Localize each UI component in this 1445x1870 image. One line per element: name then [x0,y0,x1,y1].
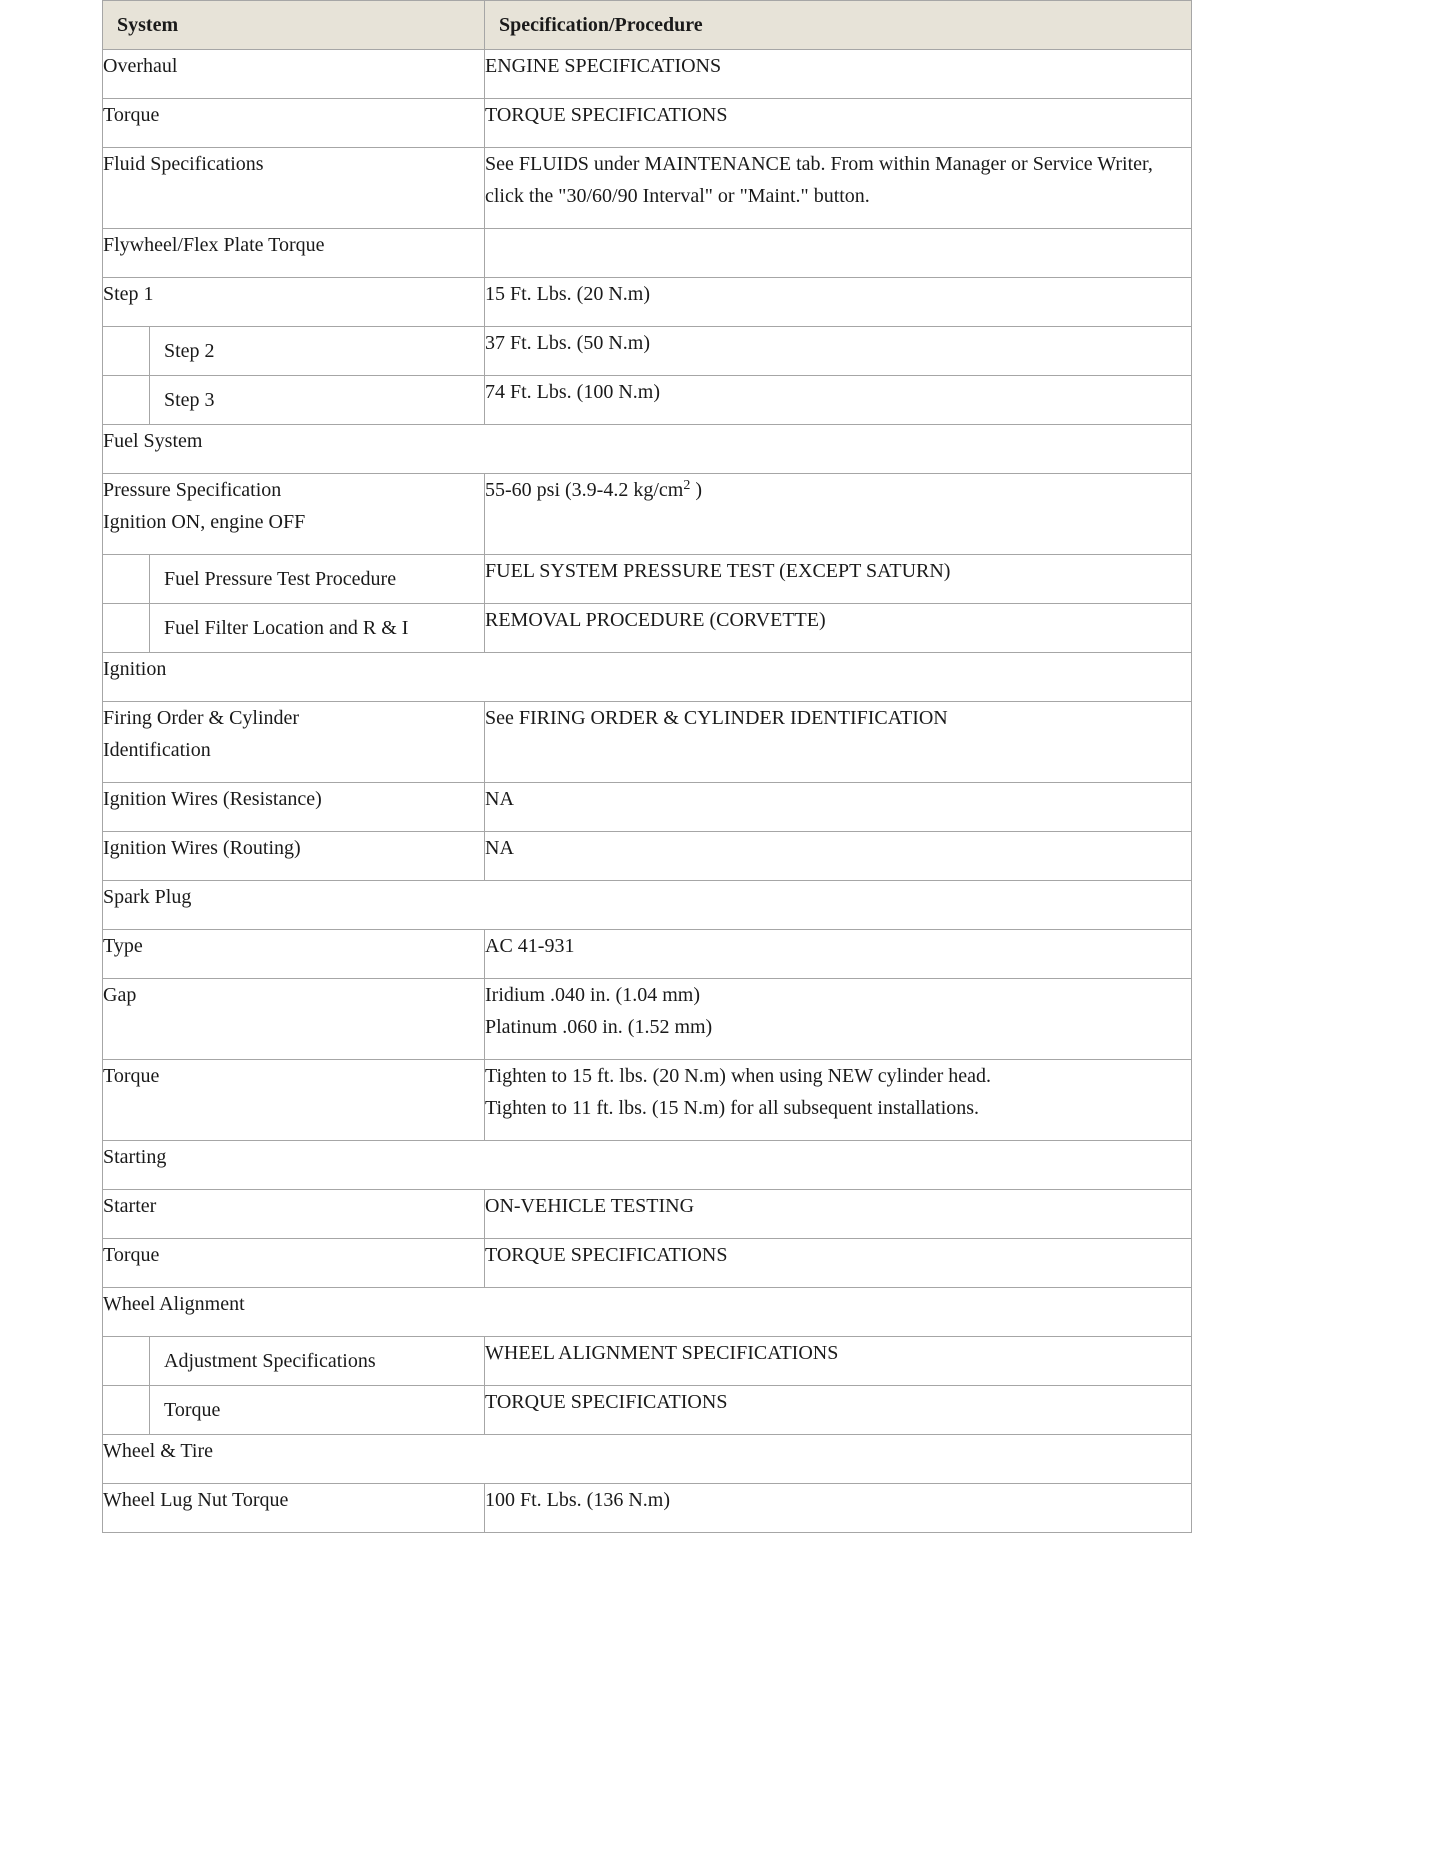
pressure-value-end: ) [690,479,702,501]
section-label: Wheel & Tire [103,1435,1192,1484]
table-row [103,229,1192,278]
table-row [103,702,1192,783]
section-label: Wheel Alignment [103,1288,1192,1337]
row-label: Step 3 [164,389,215,411]
row-label: Adjustment Specifications [164,1350,376,1372]
table-row [103,1239,1192,1288]
row-label: Ignition Wires (Routing) [103,832,485,881]
table-row [103,604,1192,653]
row-value: 100 Ft. Lbs. (136 N.m) [485,1484,1192,1533]
row-label: Fluid Specifications [103,148,485,229]
table-row [103,1337,1192,1386]
section-row-spark-plug [103,881,1192,930]
table-row [103,832,1192,881]
table-row [103,474,1192,555]
row-value-link[interactable]: ENGINE SPECIFICATIONS [485,50,1192,99]
row-label: Torque [103,99,485,148]
row-value-link[interactable]: ON-VEHICLE TESTING [485,1190,1192,1239]
spec-table [102,0,1192,1533]
row-value-link[interactable]: TORQUE SPECIFICATIONS [485,1386,1192,1435]
table-row [103,148,1192,229]
table-row [103,979,1192,1060]
row-label-line: Firing Order & Cylinder [103,707,300,729]
row-value-link[interactable]: TORQUE SPECIFICATIONS [485,1239,1192,1288]
table-row [103,376,1192,425]
row-label: Torque [103,1239,485,1288]
row-label: Fuel Pressure Test Procedure [164,568,397,590]
row-value: 15 Ft. Lbs. (20 N.m) [485,278,1192,327]
row-label-cell [103,604,485,653]
table-row [103,1484,1192,1533]
row-label-cell [103,376,485,425]
table-row [103,99,1192,148]
section-row-starting [103,1141,1192,1190]
row-value: AC 41-931 [485,930,1192,979]
row-value-line: Tighten to 15 ft. lbs. (20 N.m) when using NEW cylinder head. [485,1065,992,1087]
row-label: Overhaul [103,50,485,99]
row-value: 37 Ft. Lbs. (50 N.m) [485,327,1192,376]
row-value: 74 Ft. Lbs. (100 N.m) [485,376,1192,425]
row-label: Wheel Lug Nut Torque [103,1484,485,1533]
row-label: Step 1 [103,278,485,327]
row-value-link[interactable]: WHEEL ALIGNMENT SPECIFICATIONS [485,1337,1192,1386]
section-label: Starting [103,1141,1192,1190]
row-label: Step 2 [164,340,215,362]
row-value-line: Tighten to 11 ft. lbs. (15 N.m) for all subsequent installations. [485,1097,980,1119]
row-value: NA [485,832,1192,881]
row-value: NA [485,783,1192,832]
indent-spacer [103,1386,150,1434]
indent-spacer [103,327,150,375]
indent-spacer [103,376,150,424]
row-value [485,1060,1192,1141]
section-label: Ignition [103,653,1192,702]
row-value [485,474,1192,555]
table-row [103,278,1192,327]
row-value-line: Iridium .040 in. (1.04 mm) [485,984,700,1006]
row-label-line: Ignition ON, engine OFF [103,511,306,533]
row-label: Gap [103,979,485,1060]
row-label: Flywheel/Flex Plate Torque [103,229,485,278]
row-label: Starter [103,1190,485,1239]
table-header-row [103,1,1192,50]
indent-spacer [103,604,150,652]
superscript: 2 [683,478,691,493]
section-row-wheel-alignment [103,1288,1192,1337]
row-label-line: Pressure Specification [103,479,282,501]
row-value [485,229,1192,278]
row-label: Torque [103,1060,485,1141]
header-specification: Specification/Procedure [485,1,1192,50]
table-row [103,1386,1192,1435]
section-row-wheel-tire [103,1435,1192,1484]
pressure-value: 55-60 psi (3.9-4.2 kg/cm [485,479,684,501]
table-row [103,1190,1192,1239]
indent-spacer [103,555,150,603]
row-value-link[interactable]: TORQUE SPECIFICATIONS [485,99,1192,148]
section-label: Spark Plug [103,881,1192,930]
table-row [103,783,1192,832]
row-label: Torque [164,1399,221,1421]
table-row [103,1060,1192,1141]
section-label: Fuel System [103,425,1192,474]
row-label-cell [103,327,485,376]
indent-spacer [103,1337,150,1385]
row-value [485,979,1192,1060]
row-label: Ignition Wires (Resistance) [103,783,485,832]
row-label-cell [103,1337,485,1386]
row-label-cell [103,1386,485,1435]
row-value: See FLUIDS under MAINTENANCE tab. From within Manager or Service Writer, click the "30/60/90 Interval" or "Maint." button. [485,148,1192,229]
table-row [103,50,1192,99]
row-value-line: Platinum .060 in. (1.52 mm) [485,1016,713,1038]
row-value-link[interactable]: FUEL SYSTEM PRESSURE TEST (EXCEPT SATURN) [485,555,1192,604]
row-label: Type [103,930,485,979]
section-row-ignition [103,653,1192,702]
row-label-cell [103,555,485,604]
table-row [103,327,1192,376]
section-row-fuel-system [103,425,1192,474]
row-value-link[interactable]: REMOVAL PROCEDURE (CORVETTE) [485,604,1192,653]
row-label: Fuel Filter Location and R & I [164,617,409,639]
table-row [103,930,1192,979]
row-label [103,702,485,783]
row-label [103,474,485,555]
row-label-line: Identification [103,739,211,761]
row-value-link[interactable]: See FIRING ORDER & CYLINDER IDENTIFICATION [485,702,1192,783]
table-row [103,555,1192,604]
header-system: System [103,1,485,50]
